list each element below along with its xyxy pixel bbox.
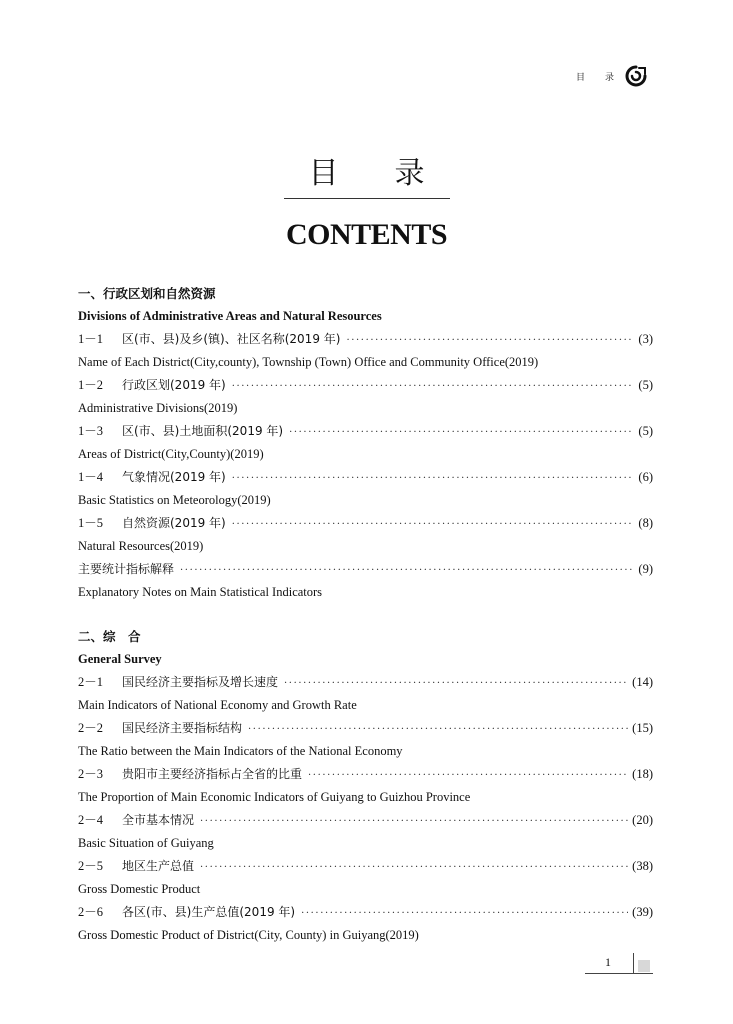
toc-entry[interactable] (78, 854, 653, 900)
leader-dots (232, 375, 635, 399)
leader-dots (301, 902, 628, 926)
page-title-chinese (0, 148, 733, 192)
section-heading-english: Divisions of Administrative Areas and Natural Resources (78, 309, 382, 323)
entry-number: 2－2 (78, 721, 104, 735)
entry-number: 2－6 (78, 905, 104, 919)
toc-entry[interactable] (78, 465, 653, 511)
toc-section (78, 625, 653, 946)
entry-title-english: Gross Domestic Product of District(City, County) in Guiyang(2019) (78, 928, 419, 942)
entry-title-chinese[interactable]: 地区生产总值 (122, 859, 195, 873)
entry-title-english: Main Indicators of National Economy and Growth Rate (78, 698, 357, 712)
leader-dots (200, 810, 628, 834)
toc-entry[interactable] (78, 511, 653, 557)
entry-number: 1－1 (78, 332, 104, 346)
entry-title-chinese[interactable]: 国民经济主要指标结构 (122, 721, 243, 735)
toc-entry[interactable] (78, 900, 653, 946)
entry-number: 2－5 (78, 859, 104, 873)
footer-divider-vertical (633, 953, 634, 973)
entry-title-english: Administrative Divisions(2019) (78, 401, 238, 415)
entry-number: 2－4 (78, 813, 104, 827)
entry-number: 1－2 (78, 378, 104, 392)
page-number: 1 (605, 955, 611, 969)
entry-number: 1－4 (78, 470, 104, 484)
toc-entry[interactable] (78, 327, 653, 373)
entry-title-english: Natural Resources(2019) (78, 539, 204, 553)
page-footer (585, 953, 653, 977)
entry-page[interactable]: (9) (638, 562, 653, 576)
entry-number: 2－1 (78, 675, 104, 689)
entry-title-chinese[interactable]: 区(市、县)及乡(镇)、社区名称(2019 年) (122, 332, 341, 346)
running-header-label-2: 录 (605, 72, 615, 83)
title-char-2: 录 (394, 156, 425, 191)
leader-dots (346, 329, 634, 353)
entry-title-chinese[interactable]: 贵阳市主要经济指标占全省的比重 (122, 767, 303, 781)
entry-number: 1－3 (78, 424, 104, 438)
running-header-label-1: 目 (576, 72, 586, 83)
entry-title-chinese[interactable]: 国民经济主要指标及增长速度 (122, 675, 279, 689)
footer-tab-box (638, 960, 650, 972)
entry-title-english: Areas of District(City,County)(2019) (78, 447, 264, 461)
entry-number: 2－3 (78, 767, 104, 781)
section-heading-chinese: 一、行政区划和自然资源 (78, 286, 216, 301)
leader-dots (232, 513, 635, 537)
footer-divider-horizontal (585, 973, 653, 974)
entry-page[interactable]: (14) (632, 675, 653, 689)
toc-entry[interactable] (78, 557, 653, 603)
entry-title-chinese[interactable]: 主要统计指标解释 (78, 562, 175, 576)
entry-page[interactable]: (3) (638, 332, 653, 346)
entry-title-chinese[interactable]: 各区(市、县)生产总值(2019 年) (122, 905, 296, 919)
entry-title-english: The Ratio between the Main Indicators of the National Economy (78, 744, 403, 758)
entry-title-english: Basic Situation of Guiyang (78, 836, 214, 850)
circular-emblem-icon (624, 64, 648, 88)
title-divider (284, 198, 450, 199)
entry-title-chinese[interactable]: 全市基本情况 (122, 813, 195, 827)
entry-page[interactable]: (39) (632, 905, 653, 919)
entry-title-chinese[interactable]: 气象情况(2019 年) (122, 470, 226, 484)
entry-title-english: Explanatory Notes on Main Statistical Indicators (78, 585, 323, 599)
toc-entry[interactable] (78, 670, 653, 716)
toc-entry[interactable] (78, 419, 653, 465)
entry-page[interactable]: (5) (638, 378, 653, 392)
entry-title-chinese[interactable]: 行政区划(2019 年) (122, 378, 226, 392)
leader-dots (289, 421, 634, 445)
leader-dots (232, 467, 635, 491)
entry-page[interactable]: (5) (638, 424, 653, 438)
section-heading-chinese: 二、综 合 (78, 629, 141, 644)
title-char-1: 目 (308, 156, 339, 191)
entry-title-chinese[interactable]: 区(市、县)土地面积(2019 年) (122, 424, 284, 438)
entry-title-english: Gross Domestic Product (78, 882, 201, 896)
entry-title-english: Basic Statistics on Meteorology(2019) (78, 493, 271, 507)
entry-page[interactable]: (15) (632, 721, 653, 735)
section-heading-english: General Survey (78, 652, 162, 666)
entry-title-chinese[interactable]: 自然资源(2019 年) (122, 516, 226, 530)
toc-entry[interactable] (78, 762, 653, 808)
entry-page[interactable]: (8) (638, 516, 653, 530)
entry-title-english: Name of Each District(City,county), Township (Town) Office and Community Office(2019) (78, 355, 539, 369)
entry-page[interactable]: (38) (632, 859, 653, 873)
entry-page[interactable]: (6) (638, 470, 653, 484)
toc-entry[interactable] (78, 373, 653, 419)
entry-number: 1－5 (78, 516, 104, 530)
leader-dots (200, 856, 628, 880)
table-of-contents (78, 282, 653, 946)
toc-entry[interactable] (78, 716, 653, 762)
leader-dots (248, 718, 628, 742)
running-header (576, 64, 648, 88)
entry-title-english: The Proportion of Main Economic Indicators of Guiyang to Guizhou Province (78, 790, 471, 804)
running-header-text (576, 70, 614, 83)
page-title-english: CONTENTS (285, 218, 448, 251)
toc-entry[interactable] (78, 808, 653, 854)
leader-dots (180, 559, 634, 583)
leader-dots (308, 764, 628, 788)
entry-page[interactable]: (18) (632, 767, 653, 781)
entry-page[interactable]: (20) (632, 813, 653, 827)
toc-section (78, 282, 653, 603)
leader-dots (284, 672, 628, 696)
